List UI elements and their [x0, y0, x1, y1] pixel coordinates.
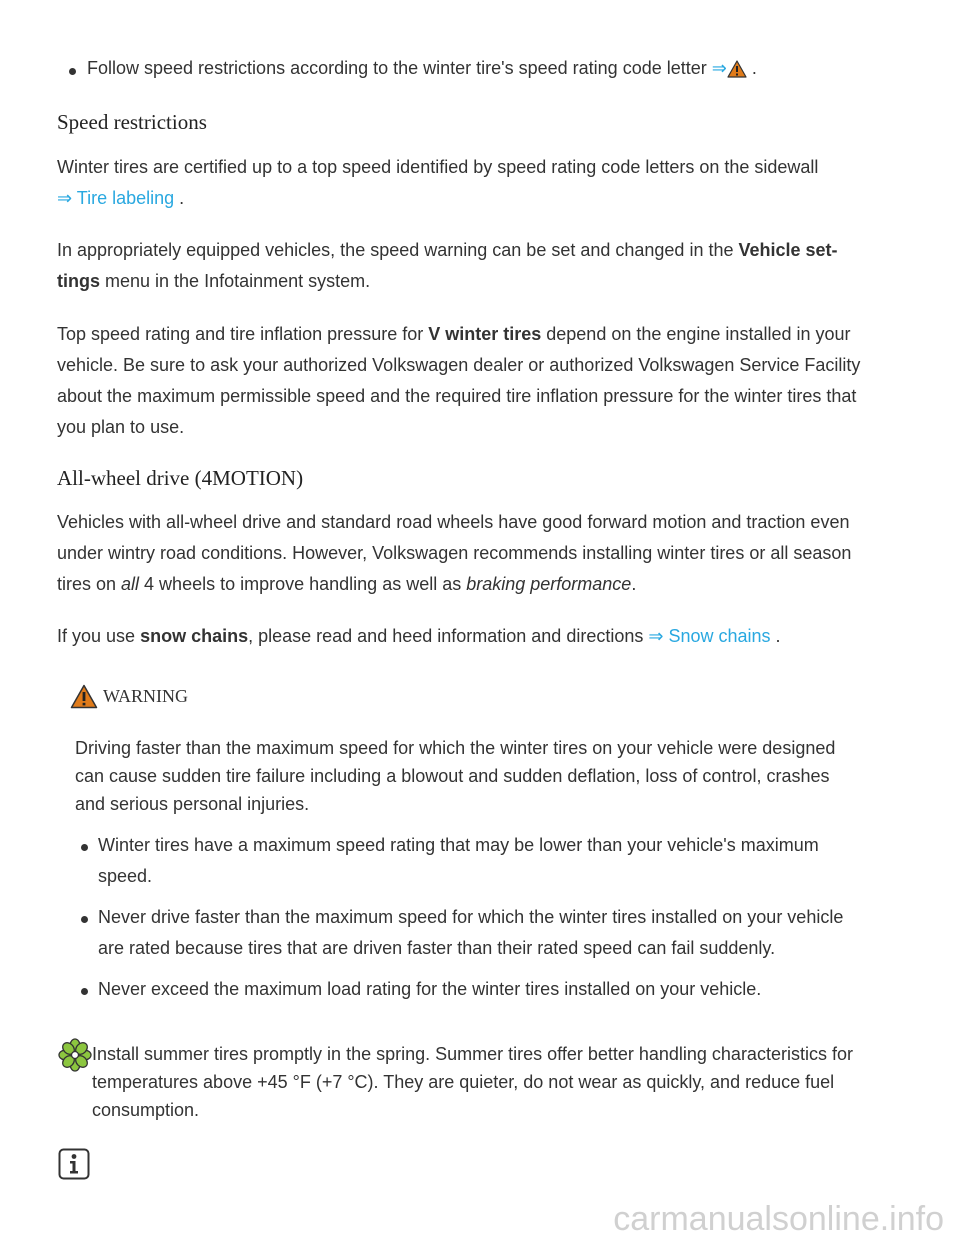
note-line: consumption. — [92, 1100, 200, 1120]
snow-chains-bold: snow chains — [140, 626, 249, 646]
paragraph-line: vehicle. Be sure to ask your authorized Volkswagen dealer or authorized Volkswagen Service Facility — [57, 355, 861, 375]
environment-note — [92, 1040, 922, 1124]
reference-arrow: ⇒ — [711, 58, 727, 78]
bullet-dot — [81, 988, 88, 995]
warning-line: Never drive faster than the maximum speed for which the winter tires installed on your vehicle — [98, 907, 844, 927]
warning-line: and serious personal injuries. — [75, 794, 310, 814]
awd-paragraph-2 — [57, 621, 927, 652]
tire-labeling-link[interactable]: ⇒ Tire labeling — [57, 188, 175, 208]
paragraph-line: about the maximum permissible speed and the required tire inflation pressure for the winter tires that — [57, 386, 857, 406]
warning-triangle-icon — [727, 60, 747, 78]
warning-line: can cause sudden tire failure including a blowout and sudden deflation, loss of control, crashes — [75, 766, 830, 786]
warning-title: WARNING — [103, 686, 188, 706]
v-winter-tires-bold: V winter tires — [428, 324, 542, 344]
warning-header — [70, 684, 188, 709]
paragraph-text: . — [631, 574, 637, 594]
info-icon — [58, 1148, 90, 1180]
warning-triangle-icon — [70, 684, 98, 709]
paragraph-text: , please read and heed information and directions — [248, 626, 649, 646]
speed-restrictions-heading: Speed restrictions — [57, 110, 207, 134]
top-bullet-trailing: . — [751, 58, 757, 78]
watermark: carmanualsonline.info — [613, 1200, 944, 1238]
environment-flower-icon — [58, 1038, 92, 1072]
vehicle-settings-bold: Vehicle set- — [738, 240, 838, 260]
top-bullet-text: Follow speed restrictions according to the winter tire's speed rating code letter — [87, 58, 707, 78]
bullet-dot — [81, 916, 88, 923]
paragraph-text: If you use — [57, 626, 141, 646]
awd-heading: All-wheel drive (4MOTION) — [57, 466, 304, 490]
snow-chains-link[interactable]: ⇒ Snow chains — [648, 626, 771, 646]
warning-bullet-3 — [98, 974, 918, 1005]
bullet-dot — [81, 844, 88, 851]
paragraph-line: Winter tires are certified up to a top speed identified by speed rating code letters on the sidewall — [57, 157, 819, 177]
bullet-dot — [69, 68, 76, 75]
paragraph-text: Top speed rating and tire inflation pressure for — [57, 324, 429, 344]
paragraph-line: Vehicles with all-wheel drive and standard road wheels have good forward motion and traction even — [57, 512, 850, 532]
speed-restrictions-paragraph-1 — [57, 152, 907, 214]
braking-performance-italic: braking performance — [466, 574, 632, 594]
paragraph-end: . — [775, 626, 781, 646]
warning-line: Driving faster than the maximum speed for which the winter tires on your vehicle were designed — [75, 738, 836, 758]
paragraph-text: tires on — [57, 574, 122, 594]
vehicle-settings-bold-continued: tings — [57, 271, 100, 291]
warning-line: Winter tires have a maximum speed rating that may be lower than your vehicle's maximum — [98, 835, 819, 855]
warning-reference-link[interactable] — [712, 58, 752, 78]
note-line: Install summer tires promptly in the spring. Summer tires offer better handling characteristics for — [92, 1044, 853, 1064]
warning-intro — [75, 734, 925, 818]
warning-bullet-2 — [98, 902, 918, 964]
paragraph-text: In appropriately equipped vehicles, the speed warning can be set and changed in the — [57, 240, 739, 260]
paragraph-text: 4 wheels to improve handling as well as — [139, 574, 467, 594]
warning-line: are rated because tires that are driven faster than their rated speed can fail suddenly. — [98, 938, 776, 958]
awd-paragraph-1 — [57, 507, 927, 600]
paragraph-line: under wintry road conditions. However, Volkswagen recommends installing winter tires or all season — [57, 543, 852, 563]
paragraph-text: menu in the Infotainment system. — [100, 271, 371, 291]
speed-restrictions-paragraph-3 — [57, 319, 927, 443]
warning-line: Never exceed the maximum load rating for the winter tires installed on your vehicle. — [98, 979, 762, 999]
paragraph-text: depend on the engine installed in your — [541, 324, 851, 344]
top-bullet-item — [87, 58, 757, 79]
paragraph-end: . — [179, 188, 185, 208]
warning-line: speed. — [98, 866, 153, 886]
paragraph-line: you plan to use. — [57, 417, 185, 437]
speed-restrictions-paragraph-2 — [57, 235, 917, 297]
note-line: temperatures above +45 °F (+7 °C). They are quieter, do not wear as quickly, and reduce fuel — [92, 1072, 835, 1092]
all-italic: all — [121, 574, 140, 594]
warning-bullet-1 — [98, 830, 918, 892]
